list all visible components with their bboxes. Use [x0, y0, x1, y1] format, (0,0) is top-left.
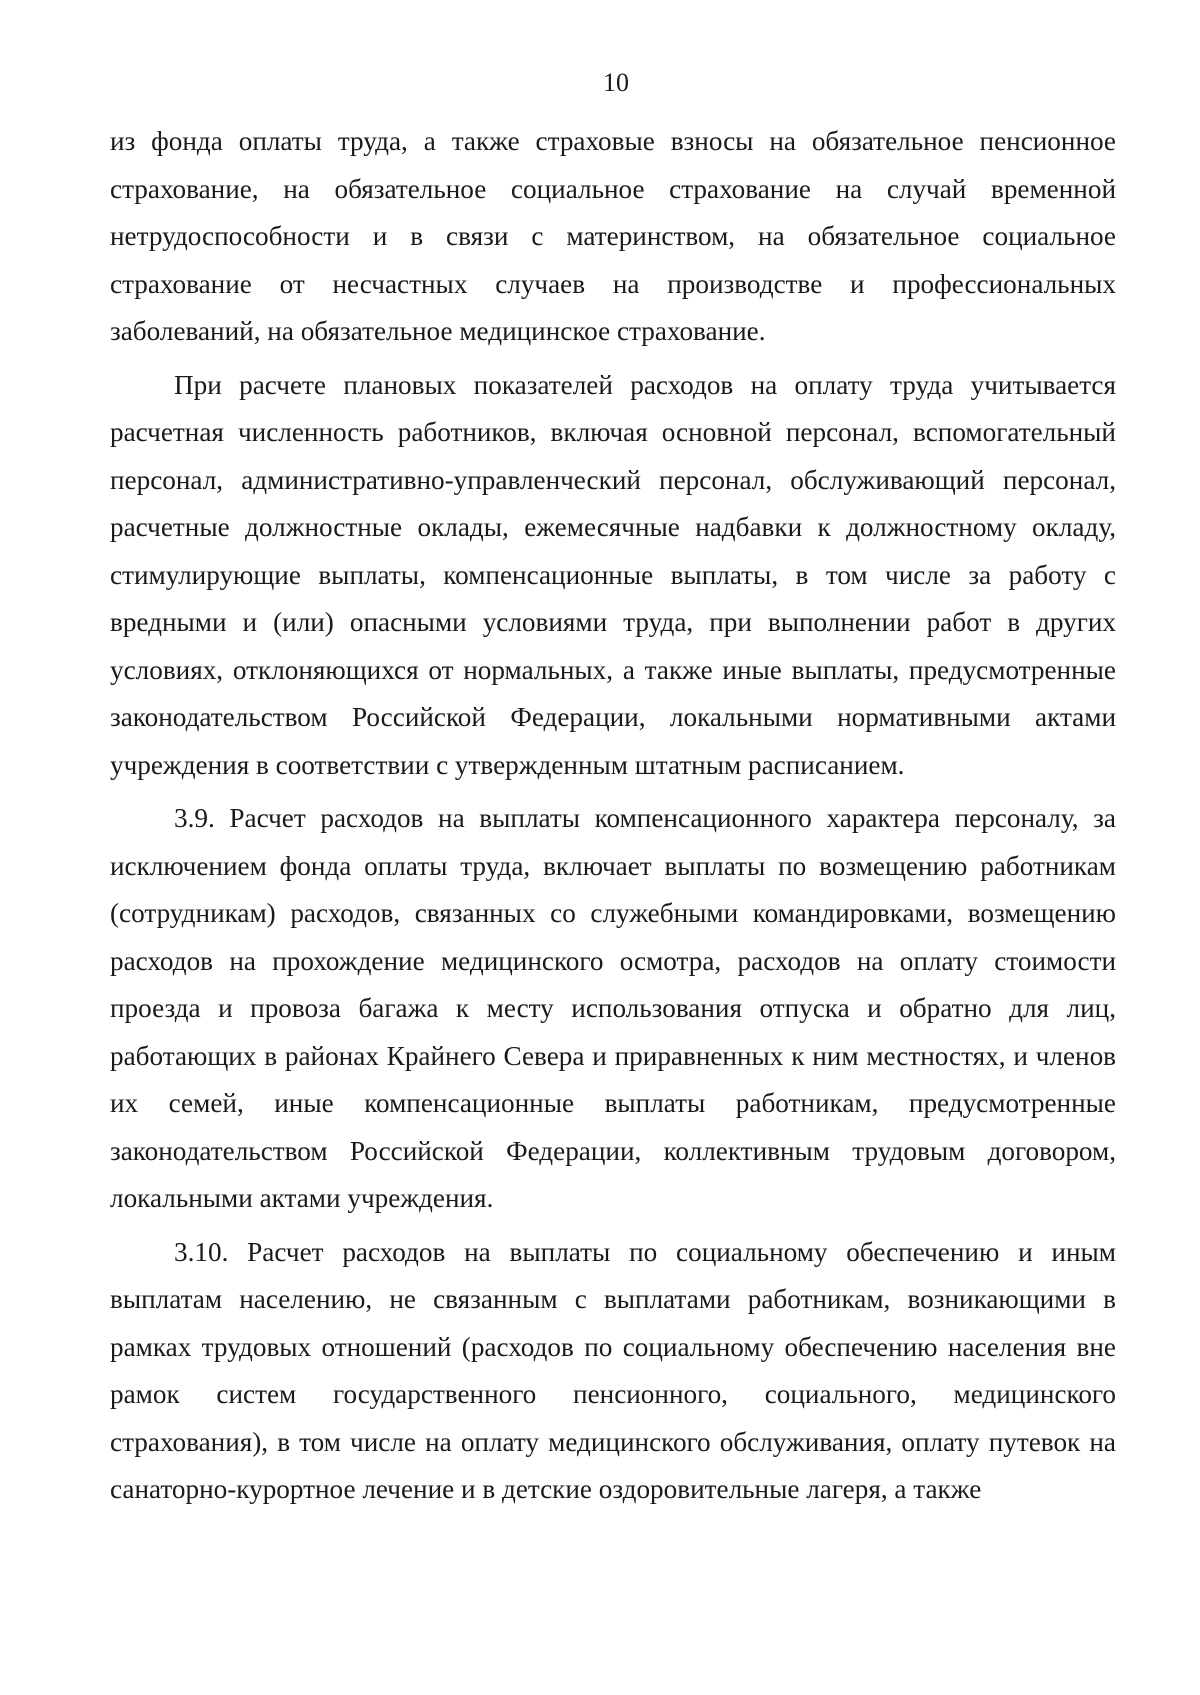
paragraph-3-10-social-payments: 3.10. Расчет расходов на выплаты по социальному обеспечению и иным выплатам населению, не связанным с выплатами работникам, возникающими в рамках трудовых отношений (расходов по социальному обеспечению населения вне рамок систем государственного пенсионного, социального, медицинского страхования), в том числе на оплату медицинского обслуживания, оплату путевок на санаторно-курортное лечение и в детские оздоровительные лагеря, а также: [110, 1236, 1116, 1504]
document-body: [110, 118, 1116, 1514]
paragraph-labor-cost-planning: При расчете плановых показателей расходов на оплату труда учитывается расчетная численность работников, включая основной персонал, вспомогательный персонал, административно-управленческий персонал, обслуживающий персонал, расчетные должностные оклады, ежемесячные надбавки к должностному окладу, стимулирующие выплаты, компенсационные выплаты, в том числе за работу с вредными и (или) опасными условиями труда, при выполнении работ в других условиях, отклоняющихся от нормальных, а также иные выплаты, предусмотренные законодательством Российской Федерации, локальными нормативными актами учреждения в соответствии с утвержденным штатным расписанием.: [110, 369, 1116, 780]
page-number: 10: [603, 68, 629, 97]
paragraph-continuation: из фонда оплаты труда, а также страховые взносы на обязательное пенсионное страхование, на обязательное социальное страхование на случай временной нетрудоспособности и в связи с материнством, на обязательное социальное страхование от несчастных случаев на производстве и профессиональных заболеваний, на обязательное медицинское страхование.: [110, 126, 1116, 346]
paragraph-3-9-compensation: 3.9. Расчет расходов на выплаты компенсационного характера персоналу, за исключением фонда оплаты труда, включает выплаты по возмещению работникам (сотрудникам) расходов, связанных со служебными командировками, возмещению расходов на прохождение медицинского осмотра, расходов на оплату стоимости проезда и провоза багажа к месту использования отпуска и обратно для лиц, работающих в районах Крайнего Севера и приравненных к ним местностях, и членов их семей, иные компенсационные выплаты работникам, предусмотренные законодательством Российской Федерации, коллективным трудовым договором, локальными актами учреждения.: [110, 803, 1116, 1213]
